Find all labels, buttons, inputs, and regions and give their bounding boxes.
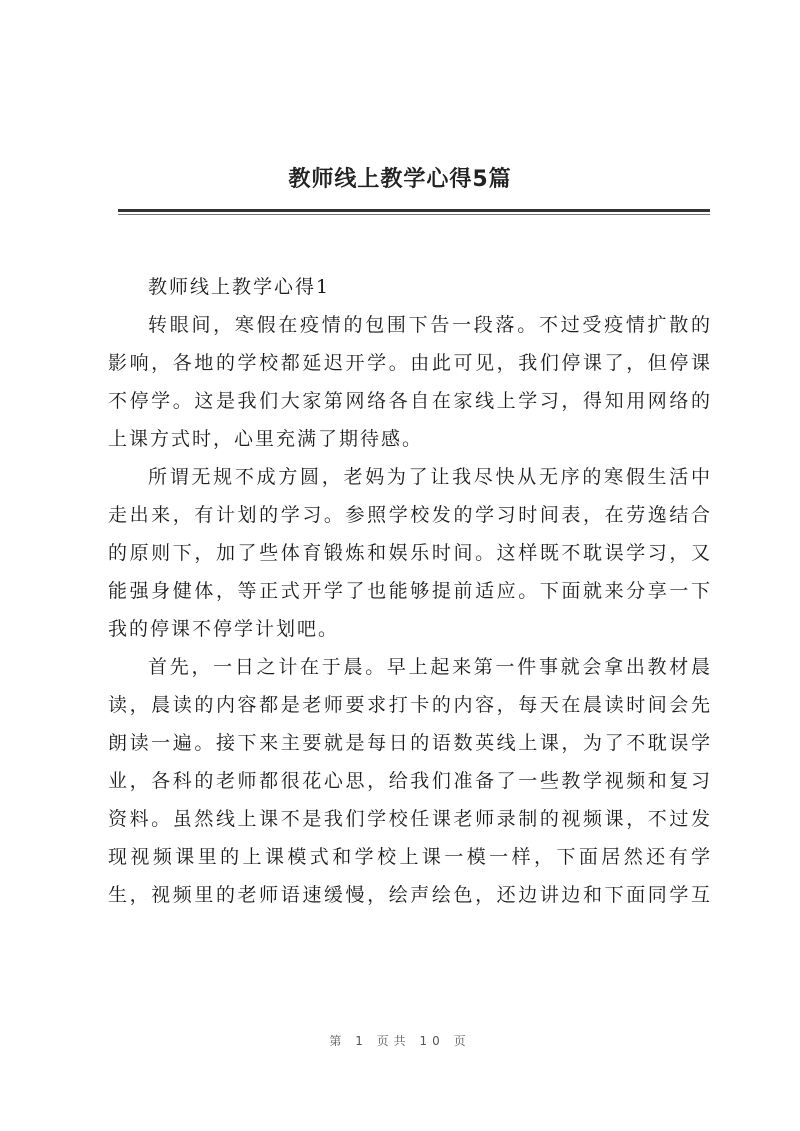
- text-line: 转眼间，寒假在疫情的包围下告一段落。不过受疫情扩散的: [148, 314, 712, 336]
- text-line: 的原则下，加了些体育锻炼和娱乐时间。这样既不耽误学习，又: [108, 542, 712, 564]
- text-line: 我的停课不停学计划吧。: [108, 618, 340, 640]
- document-title: 教师线上教学心得5篇: [288, 167, 512, 192]
- title-divider-thick: [118, 209, 710, 212]
- text-line: 不停学。这是我们大家第网络各自在家线上学习，得知用网络的: [108, 390, 712, 412]
- text-line: 教师线上教学心得1: [148, 276, 331, 298]
- text-line: 影响，各地的学校都延迟开学。由此可见，我们停课了，但停课: [108, 352, 712, 374]
- document-body: [108, 268, 712, 914]
- title-divider-thin: [118, 214, 710, 215]
- text-line: 读，晨读的内容都是老师要求打卡的内容，每天在晨读时间会先: [108, 694, 712, 716]
- text-line: 能强身健体，等正式开学了也能够提前适应。下面就来分享一下: [108, 580, 712, 602]
- text-line: 上课方式时，心里充满了期待感。: [108, 428, 424, 450]
- text-line: 生，视频里的老师语速缓慢，绘声绘色，还边讲边和下面同学互: [108, 884, 712, 906]
- text-line: 资料。虽然线上课不是我们学校任课老师录制的视频课，不过发: [108, 808, 712, 830]
- text-line: 首先，一日之计在于晨。早上起来第一件事就会拿出教材晨: [148, 656, 712, 678]
- page-footer: 第 1 页共 10 页: [329, 1034, 471, 1048]
- text-line: 业，各科的老师都很花心思，给我们准备了一些教学视频和复习: [108, 770, 712, 792]
- text-line: 现视频课里的上课模式和学校上课一模一样，下面居然还有学: [108, 846, 712, 868]
- text-line: 朗读一遍。接下来主要就是每日的语数英线上课，为了不耽误学: [108, 732, 712, 754]
- text-line: 所谓无规不成方圆，老妈为了让我尽快从无序的寒假生活中: [148, 466, 712, 488]
- text-line: 走出来，有计划的学习。参照学校发的学习时间表，在劳逸结合: [108, 504, 712, 526]
